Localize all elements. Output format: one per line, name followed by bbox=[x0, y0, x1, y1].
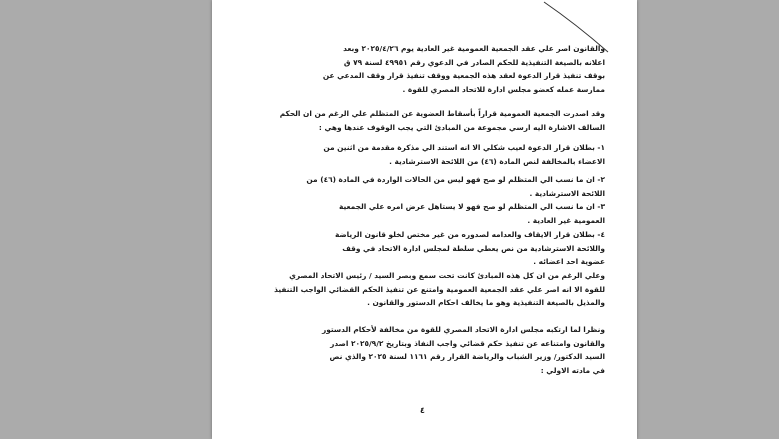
list-item-3 bbox=[270, 200, 605, 227]
list-item-4 bbox=[270, 228, 605, 269]
text-line: والقانون وامتناعه عن تنفيذ حكم قضائي واجب النفاذ وبتاريخ ٢٠٢٥/٩/٢ اصدر bbox=[330, 338, 605, 348]
paragraph-2 bbox=[261, 107, 605, 134]
text-line: وقد اصدرت الجمعية العمومية قراراً بأسقاط العضوية عن المتظلم علي الرغم من ان الحكم bbox=[279, 109, 605, 118]
text-line: اللائحة الاسترشادية . bbox=[529, 188, 605, 198]
text-line: ٤- بطلان قرار الايقاف والعدامه لصدوره من غير مختص لخلو قانون الرياضة bbox=[334, 230, 605, 239]
text-line: ١- بطلان قرار الدعوة لعيب شكلي الا انه استند الي مذكرة مقدمة من اثنين من bbox=[323, 143, 605, 152]
text-line: العمومية غير العادية . bbox=[527, 215, 605, 225]
text-line: ٣- ان ما نسب الي المتظلم لو صح فهو لا يستاهل عرض امره علي الجمعية bbox=[339, 202, 605, 211]
text-line: الاعضاء بالمخالفة لنص المادة (٤٦) من اللائحة الاسترشادية . bbox=[389, 156, 605, 166]
paragraph-3 bbox=[261, 269, 605, 310]
text-line: ٢- ان ما نسب الي المتظلم لو صح فهو ليس من الحالات الواردة في المادة (٤٦) من bbox=[306, 175, 605, 184]
list-item-1 bbox=[270, 141, 605, 168]
paragraph-4 bbox=[261, 323, 605, 377]
document-body bbox=[212, 0, 637, 439]
text-line: والقانون اصر علي عقد الجمعية العمومية غير العادية يوم ٢٠٢٥/٤/٢٦ وبعد bbox=[343, 44, 605, 53]
text-line: في مادته الاولي : bbox=[540, 365, 605, 375]
text-line: للقوة الا انه اصر علي عقد الجمعية العمومية وامتنع عن تنفيذ الحكم القضائي الواجب التنفيذ bbox=[274, 284, 605, 294]
list-item-2 bbox=[260, 173, 605, 200]
text-line: السالف الاشارة اليه ارسي مجموعة من المبادئ التي يجب الوقوف عندها وهي : bbox=[318, 122, 605, 132]
text-line: السيد الدكتور/ وزير الشباب والرياضة القرار رقم ١١٦١ لسنة ٢٠٢٥ والذي نص bbox=[329, 352, 605, 362]
text-line: والمذيل بالصيغة التنفيذية وهو ما يخالف احكام الدستور والقانون . bbox=[367, 298, 605, 308]
text-line: واللائحة الاسترشادية من نص يعطي سلطة لمجلس ادارة الاتحاد في وقف bbox=[342, 243, 605, 253]
document-page bbox=[212, 0, 637, 439]
page-number: ٤ bbox=[420, 406, 425, 415]
text-line: عضوية احد اعضائه . bbox=[533, 257, 605, 267]
text-line: اعلانه بالصيغة التنفيذية للحكم الصادر في الدعوي رقم ٤٩٩٥١ لسنة ٧٩ ق bbox=[343, 57, 605, 67]
text-line: ونظرا لما ارتكبه مجلس ادارة الاتحاد المصري للقوة من مخالفة لأحكام الدستور bbox=[322, 325, 605, 334]
text-line: وعلي الرغم من ان كل هذه المبادئ كانت تحت سمع وبصر السيد / رئيس الاتحاد المصري bbox=[289, 271, 605, 280]
text-line: بوقف تنفيذ قرار الدعوة لعقد هذه الجمعية ووقف تنفيذ قرار وقف المدعي عن bbox=[322, 71, 605, 81]
paragraph-1 bbox=[275, 42, 605, 96]
text-line: ممارسة عمله كعضو مجلس ادارة للاتحاد المصري للقوة . bbox=[402, 84, 605, 94]
